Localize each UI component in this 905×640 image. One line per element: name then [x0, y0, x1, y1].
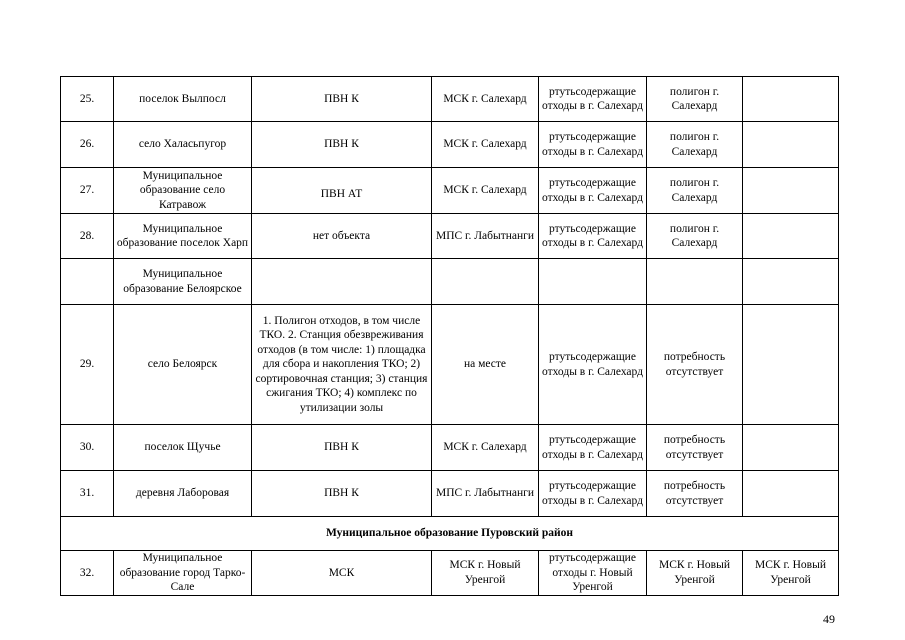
transport-cell: на месте: [432, 305, 539, 425]
hazard-cell: ртутьсодержащие отходы в г. Салехард: [539, 77, 647, 122]
extra-cell: [743, 214, 839, 259]
hazard-cell: ртутьсодержащие отходы г. Новый Уренгой: [539, 551, 647, 596]
landfill-cell: [647, 259, 743, 305]
row-number: 32.: [61, 551, 114, 596]
row-number: 30.: [61, 425, 114, 471]
transport-cell: МПС г. Лабытнанги: [432, 214, 539, 259]
landfill-cell: полигон г. Салехард: [647, 122, 743, 168]
row-number: [61, 259, 114, 305]
hazard-cell: ртутьсодержащие отходы в г. Салехард: [539, 471, 647, 517]
row-number: 27.: [61, 168, 114, 214]
facility-cell: ПВН К: [252, 77, 432, 122]
settlement-name: село Белоярск: [114, 305, 252, 425]
table-row: [61, 122, 839, 168]
transport-cell: МСК г. Салехард: [432, 122, 539, 168]
table-row: [61, 471, 839, 517]
section-row: [61, 517, 839, 551]
settlement-name: Муниципальное образование село Катравож: [114, 168, 252, 214]
section-title: Муниципальное образование Пуровский район: [61, 517, 839, 551]
table-row: [61, 259, 839, 305]
facility-cell: ПВН К: [252, 425, 432, 471]
table-row: [61, 305, 839, 425]
hazard-cell: [539, 259, 647, 305]
settlement-name: Муниципальное образование Белоярское: [114, 259, 252, 305]
landfill-cell: потребность отсутствует: [647, 471, 743, 517]
landfill-cell: полигон г. Салехард: [647, 214, 743, 259]
facility-cell: нет объекта: [252, 214, 432, 259]
facility-cell: ПВН К: [252, 471, 432, 517]
landfill-cell: потребность отсутствует: [647, 425, 743, 471]
table-row: [61, 168, 839, 214]
extra-cell: МСК г. Новый Уренгой: [743, 551, 839, 596]
hazard-cell: ртутьсодержащие отходы в г. Салехард: [539, 122, 647, 168]
facility-cell: [252, 259, 432, 305]
settlement-name: поселок Щучье: [114, 425, 252, 471]
row-number: 26.: [61, 122, 114, 168]
page-number: 49: [823, 612, 835, 626]
facility-cell: ПВН АТ: [252, 168, 432, 214]
table-row: [61, 551, 839, 596]
hazard-cell: ртутьсодержащие отходы в г. Салехард: [539, 305, 647, 425]
landfill-cell: полигон г. Салехард: [647, 168, 743, 214]
facility-cell: МСК: [252, 551, 432, 596]
row-number: 29.: [61, 305, 114, 425]
extra-cell: [743, 259, 839, 305]
landfill-cell: потребность отсутствует: [647, 305, 743, 425]
transport-cell: МСК г. Новый Уренгой: [432, 551, 539, 596]
extra-cell: [743, 168, 839, 214]
table-row: [61, 214, 839, 259]
transport-cell: МСК г. Салехард: [432, 77, 539, 122]
facility-cell: ПВН К: [252, 122, 432, 168]
extra-cell: [743, 425, 839, 471]
extra-cell: [743, 77, 839, 122]
facility-cell: 1. Полигон отходов, в том числе ТКО. 2. Станция обезвреживания отходов (в том числе: 1) площадка для сбора и накопления ТКО; 2) сортировочная станция; 3) станция сжигания ТКО; 4) комплекс по утилизации золы: [252, 305, 432, 425]
table-row: [61, 77, 839, 122]
hazard-cell: ртутьсодержащие отходы в г. Салехард: [539, 214, 647, 259]
waste-table: [60, 76, 839, 596]
row-number: 28.: [61, 214, 114, 259]
settlement-name: деревня Лаборовая: [114, 471, 252, 517]
transport-cell: МПС г. Лабытнанги: [432, 471, 539, 517]
transport-cell: МСК г. Салехард: [432, 168, 539, 214]
hazard-cell: ртутьсодержащие отходы в г. Салехард: [539, 425, 647, 471]
row-number: 25.: [61, 77, 114, 122]
extra-cell: [743, 122, 839, 168]
settlement-name: Муниципальное образование поселок Харп: [114, 214, 252, 259]
transport-cell: [432, 259, 539, 305]
extra-cell: [743, 305, 839, 425]
landfill-cell: полигон г. Салехард: [647, 77, 743, 122]
transport-cell: МСК г. Салехард: [432, 425, 539, 471]
settlement-name: Муниципальное образование город Тарко-Сале: [114, 551, 252, 596]
settlement-name: поселок Вылпосл: [114, 77, 252, 122]
landfill-cell: МСК г. Новый Уренгой: [647, 551, 743, 596]
table-row: [61, 425, 839, 471]
row-number: 31.: [61, 471, 114, 517]
settlement-name: село Халасьпугор: [114, 122, 252, 168]
extra-cell: [743, 471, 839, 517]
hazard-cell: ртутьсодержащие отходы в г. Салехард: [539, 168, 647, 214]
